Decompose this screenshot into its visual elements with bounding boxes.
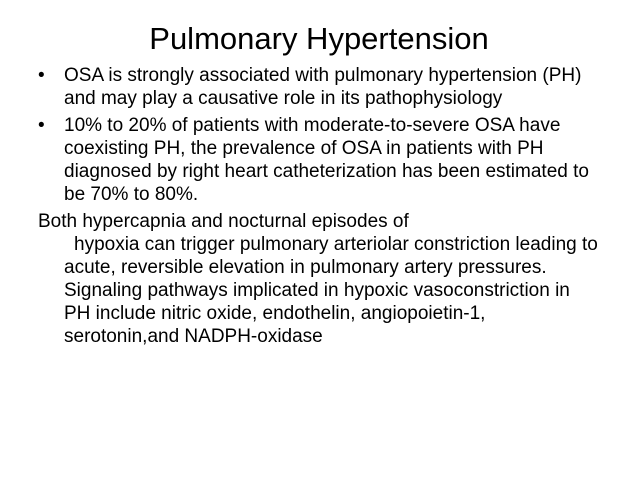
bullet-text: OSA is strongly associated with pulmonary hypertension (PH) and may play a causative role in its pathophysiology — [64, 65, 582, 109]
bullet-marker: • — [38, 115, 45, 136]
slide-body — [38, 64, 598, 348]
paragraph-continuation: hypoxia can trigger pulmonary arteriolar constriction leading to acute, reversible elevation in pulmonary artery pressures. — [64, 234, 598, 278]
paragraph-signaling: Signaling pathways implicated in hypoxic vasoconstriction in PH include nitric oxide, endothelin, angiopoietin-1, serotonin,and NADPH-oxidase — [64, 280, 570, 347]
paragraph-lead: Both hypercapnia and nocturnal episodes of — [38, 211, 409, 232]
bullet-item-1 — [38, 64, 598, 110]
bullet-marker: • — [38, 65, 45, 86]
slide-title: Pulmonary Hypertension — [149, 21, 489, 56]
bullet-text: 10% to 20% of patients with moderate-to-severe OSA have coexisting PH, the prevalence of OSA in patients with PH diagnosed by right heart catheterization has been estimated to be 70% to 80%. — [64, 115, 589, 205]
bullet-item-2 — [38, 114, 598, 206]
